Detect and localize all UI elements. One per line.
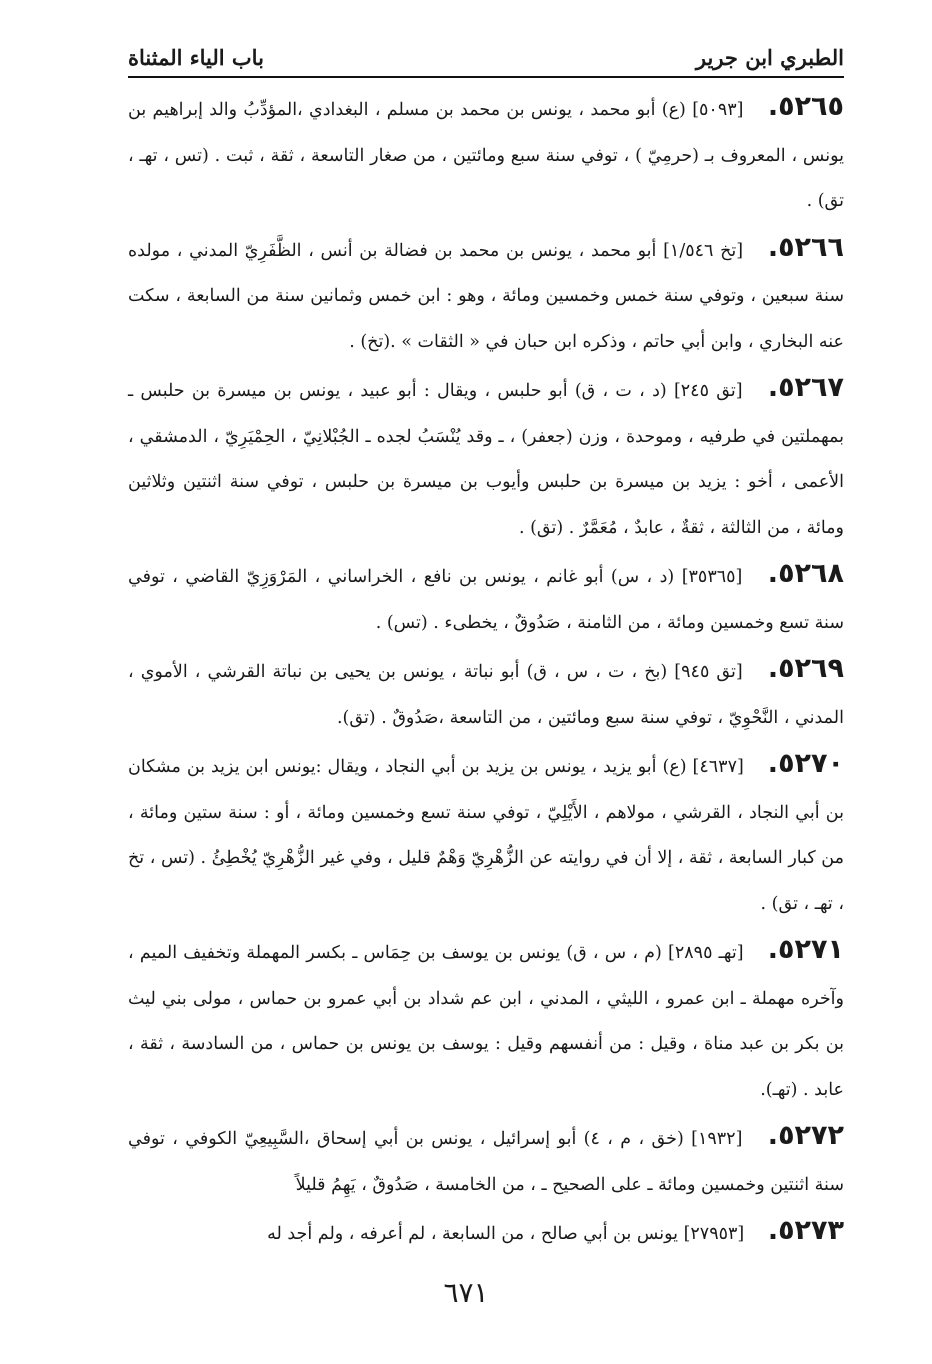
book-title: الطبري ابن جرير (695, 45, 844, 70)
entry-number: ٥٢٧١. (767, 934, 844, 965)
entry-5266 (128, 225, 844, 366)
entry-5272 (128, 1113, 844, 1208)
entry-5273 (128, 1208, 844, 1258)
entry-text: [٢٧٩٥٣] يونس بن أبي صالح ، من السابعة ، لم أعرفه ، ولم أجد له (267, 1224, 745, 1244)
entry-text: [تخ ١/٥٤٦] أبو محمد ، يونس بن محمد بن فضالة بن أنس ، الظَّفَرِيّ المدني ، مولده سنة سبعين ، وتوفي سنة خمس وخمسين ومائة ، وهو : ابن خمس وثمانين سنة من السابعة ، سكت عنه البخاري ، وابن أبي حاتم ، وذكره ابن حبان في « الثقات » .(تخ) . (128, 240, 844, 352)
entry-text: [تق ٢٤٥] (د ، ت ، ق) أبو حلبس ، ويقال : أبو عبيد ، يونس بن ميسرة بن حلبس ـ بمهملتين في طرفيه ، وموحدة ، وزن (جعفر) ، ـ وقد يُنْسَبُ لجده ـ الجُبْلانِيّ ، الحِمْيَرِيّ ، الدمشقي ، الأعمى ، أخو : يزيد بن ميسرة بن حلبس وأيوب بن ميسرة بن حلبس ، توفي سنة اثنتين وثلاثين ومائة ، من الثالثة ، ثقةٌ ، عابدٌ ، مُعَمَّرٌ . (تق) . (128, 381, 844, 538)
entry-5271 (128, 927, 844, 1113)
entry-text: [تهـ ٢٨٩٥] (م ، س ، ق) يونس بن يوسف بن حِمَاس ـ بكسر المهملة وتخفيف الميم ، وآخره مهملة ـ ابن عمرو ، الليثي ، المدني ، ابن عم شداد بن أبي عمرو بن حماس ، مولى بني ليث بن بكر بن عبد مناة ، وقيل : من أنفسهم وقيل : يوسف بن يونس بن حماس ، من السادسة ، ثقة ، عابد . (تهـ). (128, 943, 844, 1100)
header-divider (128, 76, 844, 78)
entry-number: ٥٢٧٣. (767, 1215, 844, 1246)
entry-text: [٤٦٣٧] (ع) أبو يزيد ، يونس بن يزيد بن أبي النجاد ، ويقال :يونس ابن يزيد بن مشكان بن أبي النجاد ، القرشي ، مولاهم ، الأَيْلِيّ ، توفي سنة تسع وخمسين ومائة ، أو : سنة ستين ومائة ، من كبار السابعة ، ثقة ، إلا أن في روايته عن الزُّهْرِيّ وَهْمٌ قليل ، وفي غير الزُّهْرِيّ يُخْطِئُ . (تس ، تخ ، تهـ ، تق) . (128, 757, 844, 914)
entry-number: ٥٢٦٥. (767, 91, 844, 122)
entry-number: ٥٢٧٠. (767, 748, 844, 779)
entry-5268 (128, 551, 844, 646)
running-header (128, 26, 844, 70)
entry-number: ٥٢٦٧. (767, 372, 844, 403)
entry-text: [١٩٣٢] (خق ، م ، ٤) أبو إسرائيل ، يونس بن أبي إسحاق ،السَّبِيعِيّ الكوفي ، توفي سنة اثنتين وخمسين ومائة ـ على الصحيح ـ ، من الخامسة ، صَدُوقٌ ، يَهِمُ قليلاً (128, 1129, 844, 1195)
entry-5270 (128, 741, 844, 927)
entry-number: ٥٢٦٨. (767, 558, 844, 589)
entry-5265 (128, 84, 844, 225)
entry-5267 (128, 365, 844, 551)
entry-text: [٥٠٩٣] (ع) أبو محمد ، يونس بن محمد بن مسلم ، البغدادي ،المؤدِّبُ والد إبراهيم بن يونس ، المعروف بـ (حرمِيّ ) ، توفي سنة سبع ومائتين ، من صغار التاسعة ، ثقة ، ثبت . (تس ، تهـ ، تق) . (128, 100, 844, 211)
chapter-title: باب الياء المثناة (128, 45, 264, 70)
entry-number: ٥٢٦٦. (767, 231, 844, 263)
entry-number: ٥٢٧٢. (767, 1120, 844, 1151)
entry-list (128, 84, 844, 1258)
page-number: ٦٧١ (443, 1276, 489, 1309)
entry-text: [٣٥٣٦٥] (د ، س) أبو غانم ، يونس بن نافع ، الخراساني ، المَرْوَزِيّ القاضي ، توفي سنة تسع وخمسين ومائة ، من الثامنة ، صَدُوقٌ ، يخطىء . (تس) . (128, 567, 844, 633)
entry-number: ٥٢٦٩. (767, 653, 844, 684)
entry-5269 (128, 646, 844, 741)
entry-text: [تق ٩٤٥] (بخ ، ت ، س ، ق) أبو نباتة ، يونس بن يحيى بن نباتة القرشي ، الأموي ، المدني ، النَّحْوِيّ ، توفي سنة سبع ومائتين ، من التاسعة ،صَدُوقٌ . (تق). (128, 662, 844, 728)
